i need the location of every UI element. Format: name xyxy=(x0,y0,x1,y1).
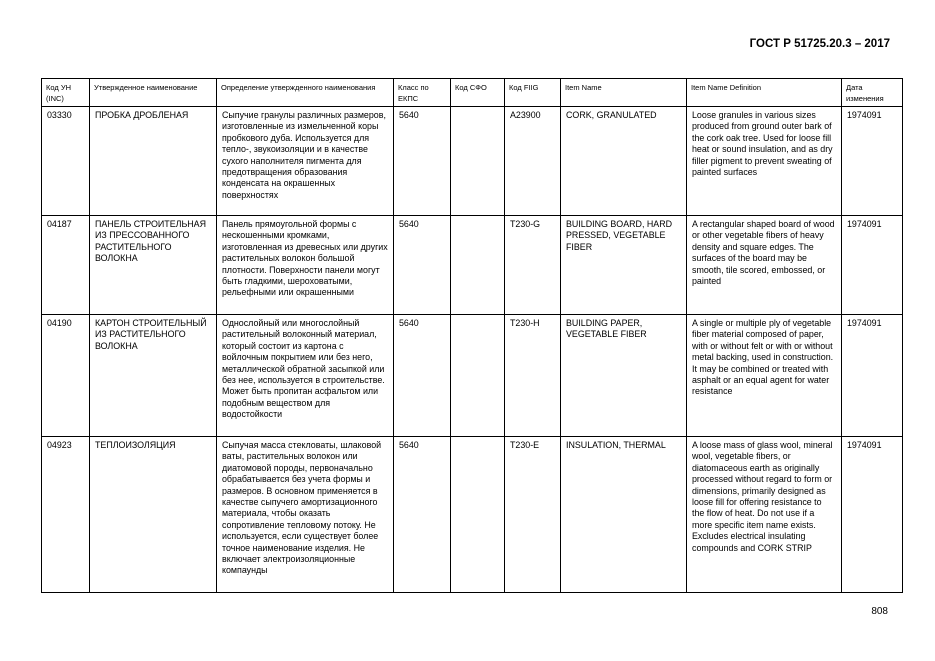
column-header-class: Класс по ЕКПС xyxy=(394,79,451,107)
cell-sfo xyxy=(451,315,505,437)
cell-inc: 04923 xyxy=(42,437,90,593)
cell-definition-en: A loose mass of glass wool, mineral wool, vegetable fibers, or diatomaceous earth as originally processed without regard to form or dimensions, primarily designed as loose fill for offering resistance to the flow of heat. Do not use if a more specific item name exists. Excludes electrical insulating compounds and CORK STRIP xyxy=(687,437,842,593)
column-header-fiig: Код FIIG xyxy=(505,79,561,107)
cell-definition-en: A single or multiple ply of vegetable fiber material composed of paper, with or without felt or with or without metal backing, used in construction. It may be combined or treated with asphalt or an equal agent for water resistance xyxy=(687,315,842,437)
cell-date: 1974091 xyxy=(842,107,903,216)
cell-definition-ru: Сыпучие гранулы различных размеров, изготовленные из измельченной коры пробкового дуба. Используется для тепло-, звукоизоляции и в качестве сухого наполнителя пигмента для предотвращения образования конденсата на окрашенных поверхностях xyxy=(217,107,394,216)
catalog-table xyxy=(41,78,903,593)
cell-fiig: A23900 xyxy=(505,107,561,216)
cell-item-name: BUILDING BOARD, HARD PRESSED, VEGETABLE FIBER xyxy=(561,216,687,315)
cell-fiig: T230-G xyxy=(505,216,561,315)
cell-definition-en: A rectangular shaped board of wood or other vegetable fibers of heavy density and square edges. The surfaces of the board may be smooth, tile scored, embossed, or painted xyxy=(687,216,842,315)
column-header-item-name: Item Name xyxy=(561,79,687,107)
column-header-definition-ru: Определение утвержденного наименования xyxy=(217,79,394,107)
cell-inc: 04187 xyxy=(42,216,90,315)
cell-definition-ru: Однослойный или многослойный растительный волоконный материал, который состоит из картона с войлочным покрытием или без него, металлической обратной засыпкой или без нее, используется в строительстве. Может быть пропитан асфальтом или подобным веществом для водостойкости xyxy=(217,315,394,437)
cell-sfo xyxy=(451,437,505,593)
page-number: 808 xyxy=(871,606,888,617)
cell-name-ru: КАРТОН СТРОИТЕЛЬНЫЙ ИЗ РАСТИТЕЛЬНОГО ВОЛОКНА xyxy=(90,315,217,437)
table-row xyxy=(42,107,903,216)
column-header-name-ru: Утвержденное наименование xyxy=(90,79,217,107)
cell-class: 5640 xyxy=(394,315,451,437)
cell-date: 1974091 xyxy=(842,315,903,437)
cell-date: 1974091 xyxy=(842,437,903,593)
cell-date: 1974091 xyxy=(842,216,903,315)
table-row xyxy=(42,315,903,437)
table-header-row xyxy=(42,79,903,107)
cell-inc: 04190 xyxy=(42,315,90,437)
column-header-inc: Код УН (INC) xyxy=(42,79,90,107)
cell-name-ru: ПАНЕЛЬ СТРОИТЕЛЬНАЯ ИЗ ПРЕССОВАННОГО РАСТИТЕЛЬНОГО ВОЛОКНА xyxy=(90,216,217,315)
cell-inc: 03330 xyxy=(42,107,90,216)
cell-class: 5640 xyxy=(394,216,451,315)
column-header-definition-en: Item Name Definition xyxy=(687,79,842,107)
cell-definition-ru: Сыпучая масса стекловаты, шлаковой ваты, растительных волокон или диатомовой породы, первоначально обрабатывается без учета формы и размеров. В основном применяется в качестве сыпучего амортизационного материала, чтобы оказать сопротивление тепловому потоку. Не используется, если существует более точное наименование изделия. Не включает электроизоляционные компаунды xyxy=(217,437,394,593)
cell-name-ru: ТЕПЛОИЗОЛЯЦИЯ xyxy=(90,437,217,593)
cell-name-ru: ПРОБКА ДРОБЛЕНАЯ xyxy=(90,107,217,216)
column-header-sfo: Код СФО xyxy=(451,79,505,107)
cell-fiig: T230-E xyxy=(505,437,561,593)
cell-definition-ru: Панель прямоугольной формы с нескошенными кромками, изготовленная из древесных или других растительных волокон большой плотности. Поверхности панели могут быть гладкими, шероховатыми, рельефными или окрашенными xyxy=(217,216,394,315)
column-header-date: Дата изменения xyxy=(842,79,903,107)
cell-item-name: BUILDING PAPER, VEGETABLE FIBER xyxy=(561,315,687,437)
table-row xyxy=(42,437,903,593)
table-row xyxy=(42,216,903,315)
cell-class: 5640 xyxy=(394,107,451,216)
cell-definition-en: Loose granules in various sizes produced from ground outer bark of the cork oak tree. Used for loose fill heat or sound insulation, and as dry filler pigment to prevent sweating of painted surfaces xyxy=(687,107,842,216)
cell-class: 5640 xyxy=(394,437,451,593)
cell-item-name: INSULATION, THERMAL xyxy=(561,437,687,593)
document-header: ГОСТ Р 51725.20.3 – 2017 xyxy=(749,38,890,50)
cell-sfo xyxy=(451,107,505,216)
cell-sfo xyxy=(451,216,505,315)
cell-item-name: CORK, GRANULATED xyxy=(561,107,687,216)
cell-fiig: T230-H xyxy=(505,315,561,437)
